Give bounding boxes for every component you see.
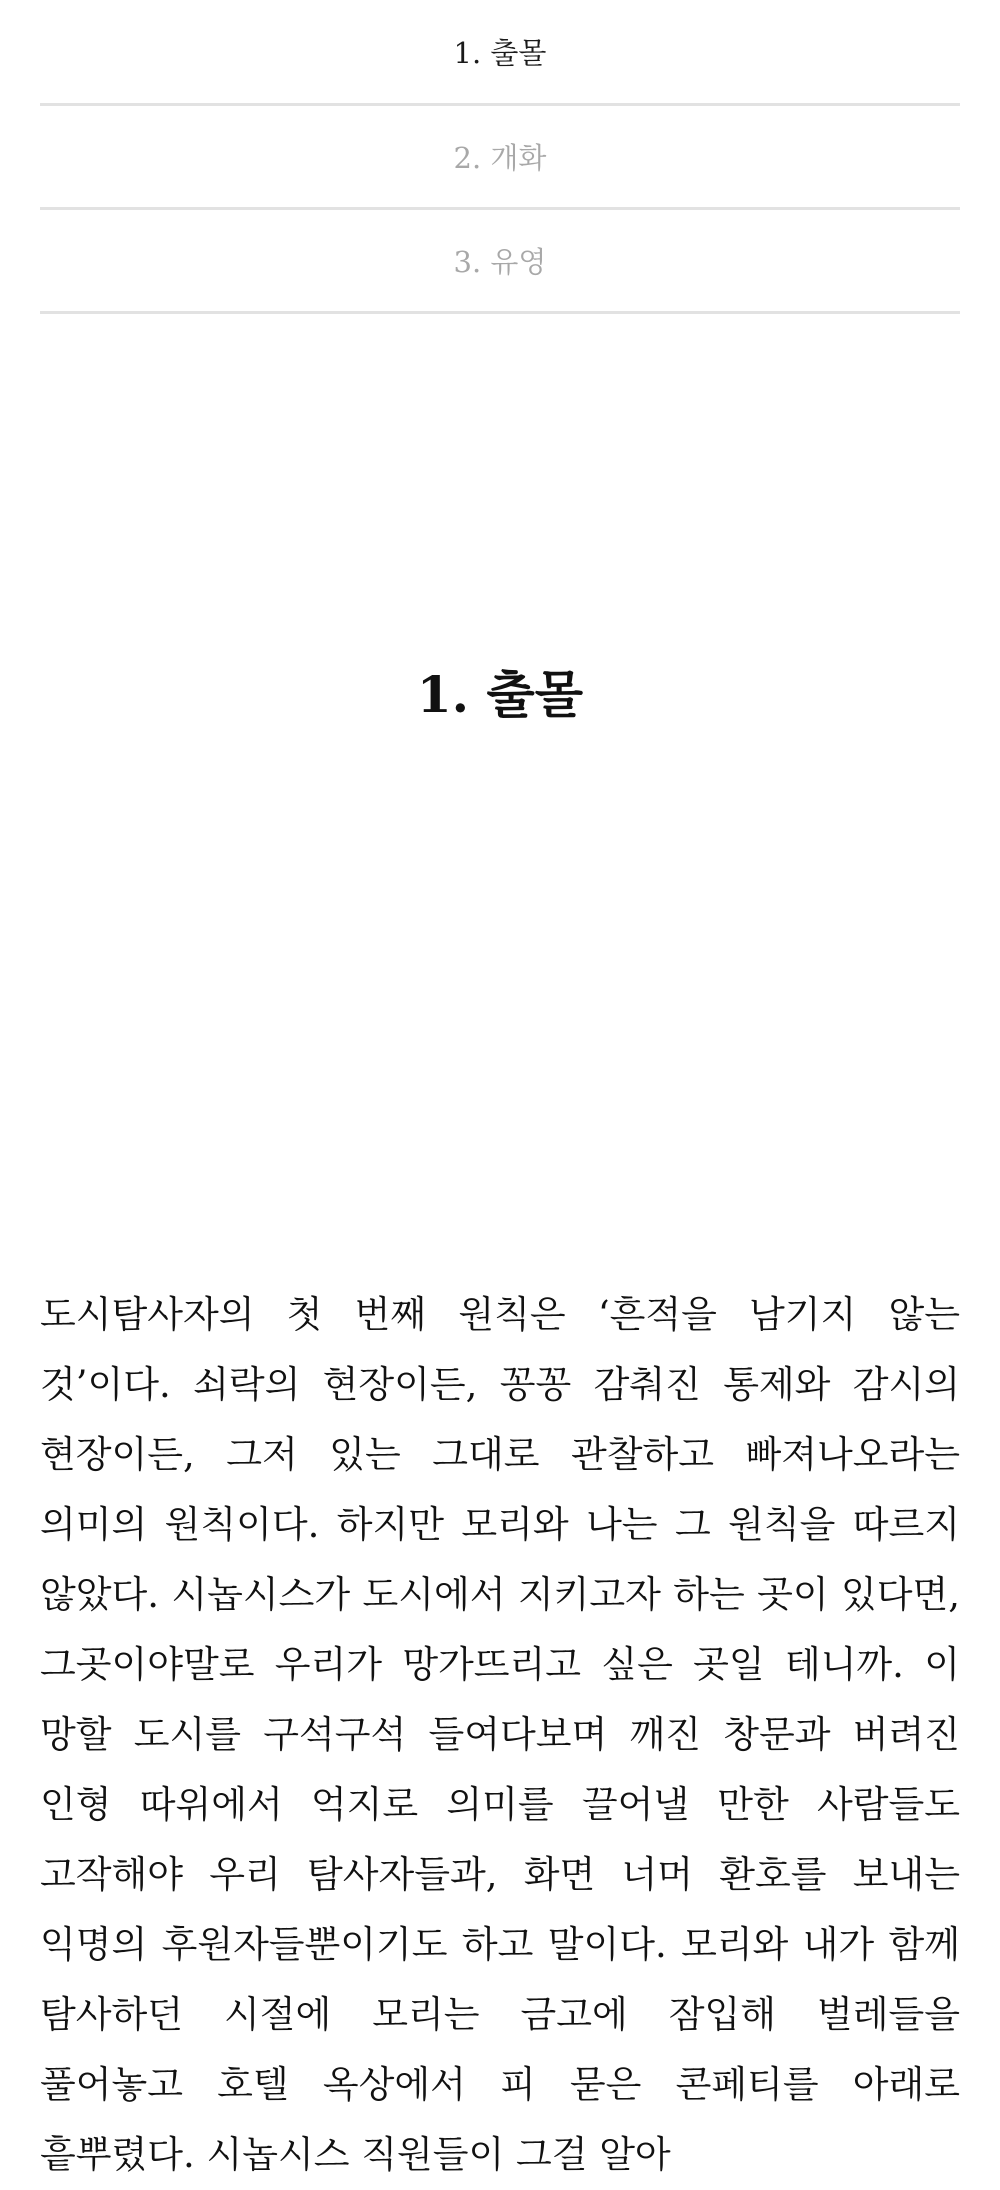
toc-item-1[interactable]: 1. 출몰 bbox=[40, 0, 960, 106]
toc-item-3[interactable]: 3. 유영 bbox=[40, 210, 960, 314]
chapter-title: 1. 출몰 bbox=[416, 665, 584, 724]
table-of-contents bbox=[40, 0, 960, 314]
chapter-body-text: 도시탐사자의 첫 번째 원칙은 ‘흔적을 남기지 않는 것’이다. 쇠락의 현장이든, 꽁꽁 감춰진 통제와 감시의 현장이든, 그저 있는 그대로 관찰하고 빠져나오라는 의미의 원칙이다. 하지만 모리와 나는 그 원칙을 따르지 않았다. 시놉시스가 도시에서 지키고자 하는 곳이 있다면, 그곳이야말로 우리가 망가뜨리고 싶은 곳일 테니까. 이 망할 도시를 구석구석 들여다보며 깨진 창문과 버려진 인형 따위에서 억지로 의미를 끌어낼 만한 사람들도 고작해야 우리 탐사자들과, 화면 너머 환호를 보내는 익명의 후원자들뿐이기도 하고 말이다. 모리와 내가 함께 탐사하던 시절에 모리는 금고에 잠입해 벌레들을 풀어놓고 호텔 옥상에서 피 묻은 콘페티를 아래로 흩뿌렸다. 시놉시스 직원들이 그걸 알아 bbox=[40, 1293, 960, 2176]
toc-item-2[interactable]: 2. 개화 bbox=[40, 106, 960, 210]
